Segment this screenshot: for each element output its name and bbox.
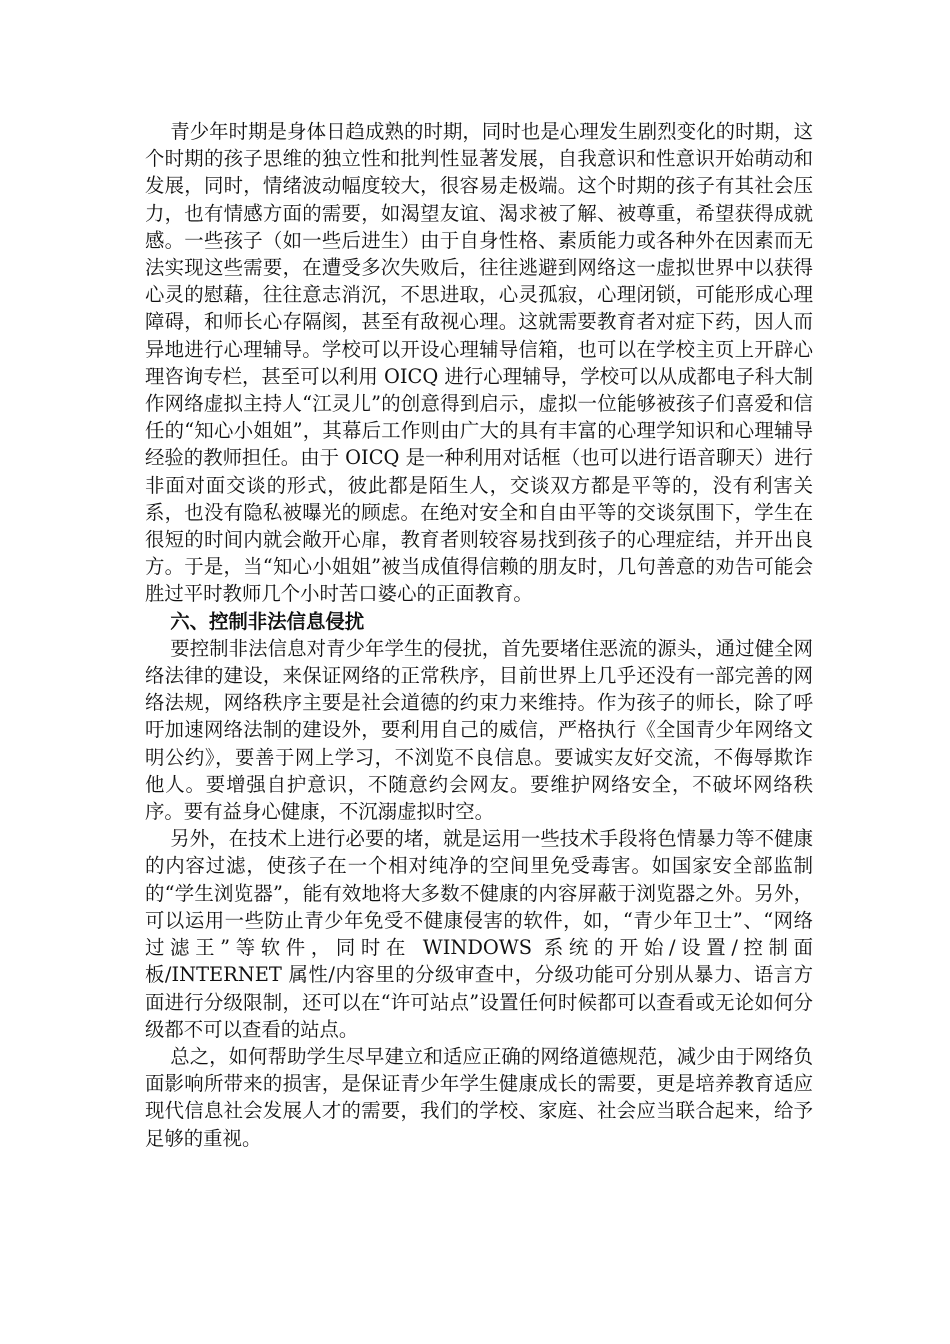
- paragraph-conclusion: 总之，如何帮助学生尽早建立和适应正确的网络道德规范，减少由于网络负面影响所带来的损害，是保证青少年学生健康成长的需要，更是培养教育适应现代信息社会发展人才的需要，我们的学校、家庭、社会应当联合起来，给予足够的重视。: [145, 1044, 813, 1150]
- paragraph-network-law: 要控制非法信息对青少年学生的侵扰，首先要堵住恶流的源头，通过健全网络法律的建设，来保证网络的正常秩序，目前世界上几乎还没有一部完善的网络法规，网络秩序主要是社会道德的约束力来维持。作为孩子的师长，除了呼吁加速网络法制的建设外，要利用自己的威信，严格执行《全国青少年网络文明公约》，要善于网上学习，不浏览不良信息。要诚实友好交流，不侮辱欺诈他人。要增强自护意识，不随意约会网友。要维护网络安全，不破坏网络秩序。要有益身心健康，不沉溺虚拟时空。: [145, 636, 813, 824]
- section-heading-control-illegal-info: 六、控制非法信息侵扰: [170, 609, 365, 633]
- paragraph-psychological-counseling: 青少年时期是身体日趋成熟的时期，同时也是心理发生剧烈变化的时期，这个时期的孩子思维的独立性和批判性显著发展，自我意识和性意识开始萌动和发展，同时，情绪波动幅度较大，很容易走极端。这个时期的孩子有其社会压力，也有情感方面的需要，如渴望友谊、渴求被了解、被尊重，希望获得成就感。一些孩子（如一些后进生）由于自身性格、素质能力或各种外在因素而无法实现这些需要，在遭受多次失败后，往往逃避到网络这一虚拟世界中以获得心灵的慰藉，往往意志消沉，不思进取，心灵孤寂，心理闭锁，可能形成心理障碍，和师长心存隔阂，甚至有敌视心理。这就需要教育者对症下药，因人而异地进行心理辅导。学校可以开设心理辅导信箱，也可以在学校主页上开辟心理咨询专栏，甚至可以利用 OICQ 进行心理辅导，学校可以从成都电子科大制作网络虚拟主持人“江灵儿”的创意得到启示，虚拟一位能够被孩子们喜爱和信任的“知心小姐姐”，其幕后工作则由广大的具有丰富的心理学知识和心理辅导经验的教师担任。由于 OICQ 是一种利用对话框（也可以进行语音聊天）进行非面对面交谈的形式，彼此都是陌生人，交谈双方都是平等的，没有利害关系，也没有隐私被曝光的顾虑。在绝对安全和自由平等的交谈氛围下，学生在很短的时间内就会敞开心扉，教育者则较容易找到孩子的心理症结，并开出良方。于是，当“知心小姐姐”被当成值得信赖的朋友时，几句善意的劝告可能会胜过平时教师几个小时苦口婆心的正面教育。: [145, 120, 813, 606]
- paragraph-technical-filtering: 另外，在技术上进行必要的堵，就是运用一些技术手段将色情暴力等不健康的内容过滤，使孩子在一个相对纯净的空间里免受毒害。如国家安全部监制的“学生浏览器”，能有效地将大多数不健康的内容屏蔽于浏览器之外。另外，可以运用一些防止青少年免受不健康侵害的软件，如，“青少年卫士”、“网络过滤王”等软件，同时在 WINDOWS 系统的开始/设置/控制面板/INTERNET 属性/内容里的分级审查中，分级功能可分别从暴力、语言方面进行分级限制，还可以在“许可站点”设置任何时候都可以查看或无论如何分级都不可以查看的站点。: [145, 827, 813, 1041]
- document-body: [145, 118, 813, 1152]
